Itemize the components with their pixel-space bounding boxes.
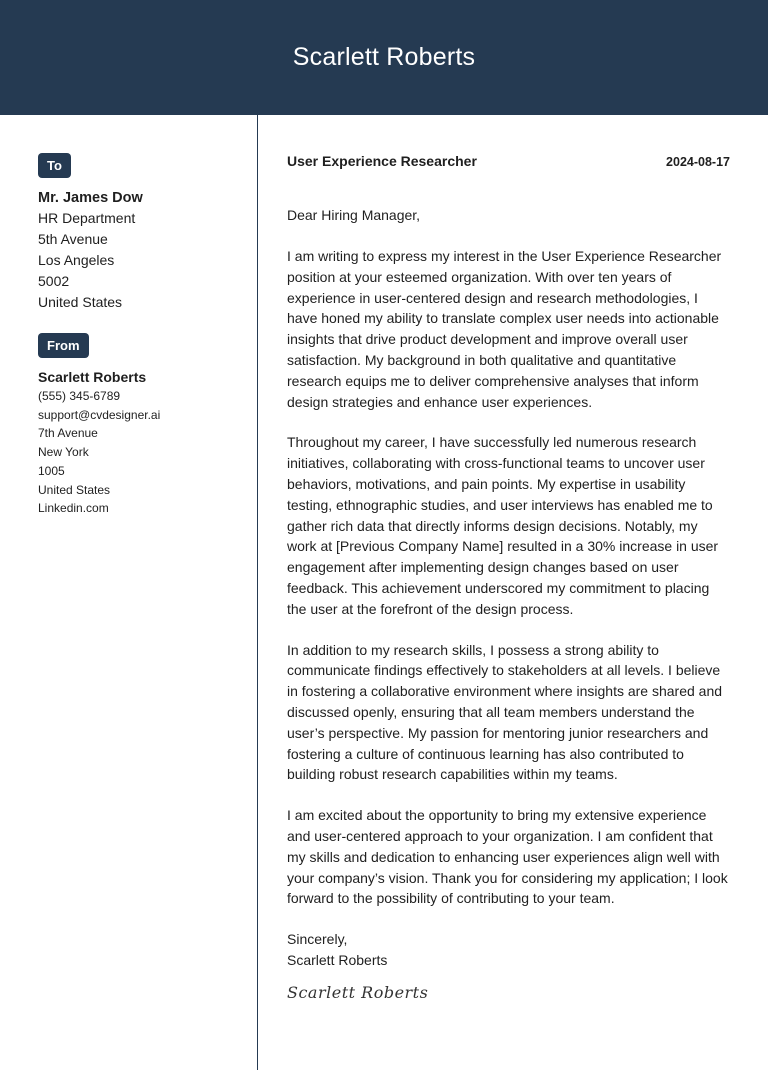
recipient-name: Mr. James Dow [38, 190, 143, 206]
closing-phrase: Sincerely, [287, 931, 348, 948]
sender-linkedin: Linkedin.com [38, 501, 109, 516]
sender-line: New York [38, 445, 89, 460]
sender-line: United States [38, 482, 111, 497]
closing-block [287, 929, 730, 971]
recipient-line: 5002 [38, 273, 70, 289]
sender-name: Scarlett Roberts [38, 369, 147, 385]
letter-date: 2024-08-17 [666, 155, 730, 169]
sidebar [38, 153, 243, 518]
closing-name: Scarlett Roberts [287, 952, 388, 969]
job-title: User Experience Researcher [287, 153, 477, 169]
sender-email: support@cvdesigner.ai [38, 407, 161, 422]
paragraph: In addition to my research skills, I possess a strong ability to communicate findings effectively to stakeholders at all levels. I believe in fostering a collaborative environment where insights are shared and discussed openly, ensuring that all team members understand the user’s perspective. My passion for mentoring junior researchers and fostering a culture of continuous learning has also contributed to building robust research capabilities within my teams. [287, 641, 723, 783]
column-divider [257, 115, 258, 1070]
recipient-line: United States [38, 294, 123, 310]
sender-line: 1005 [38, 463, 65, 478]
paragraph: I am excited about the opportunity to bring my extensive experience and user-centered approach to your organization. I am confident that my skills and dedication to enhancing user experiences align well with your company’s vision. Thank you for considering my application; I look forward to the possibility of contributing to your team. [287, 807, 728, 907]
paragraph: Throughout my career, I have successfully led numerous research initiatives, collaborating with cross-functional teams to uncover user behaviors, motivations, and pain points. My expertise in usability testing, ethnographic studies, and user interviews has enabled me to gather rich data that directly informs design decisions. Notably, my work at [Previous Company Name] resulted in a 30% increase in user engagement after implementing design changes based on user feedback. This achievement underscored my commitment to placing the user at the forefront of the design process. [287, 434, 719, 617]
recipient-line: Los Angeles [38, 252, 115, 268]
paragraph: I am writing to express my interest in the User Experience Researcher position at your esteemed organization. With over ten years of experience in user-centered design and research methodologies, I have honed my ability to translate complex user needs into actionable insights that drive product development and improve overall user satisfaction. My background in both qualitative and quantitative research equips me to deliver comprehensive analyses that inform design strategies and enhance user experiences. [287, 248, 722, 410]
applicant-name: Scarlett Roberts [292, 43, 476, 71]
sender-line: 7th Avenue [38, 426, 98, 441]
sender-block [38, 367, 243, 518]
recipient-line: 5th Avenue [38, 231, 108, 247]
signature: Scarlett Roberts [287, 983, 429, 1003]
recipient-line: HR Department [38, 210, 136, 226]
letter-body [287, 153, 730, 1002]
from-label: From [38, 333, 89, 358]
to-label: To [38, 153, 71, 178]
greeting: Dear Hiring Manager, [287, 207, 421, 223]
header-banner [0, 0, 768, 115]
sender-phone: (555) 345-6789 [38, 389, 121, 403]
recipient-block [38, 188, 243, 313]
